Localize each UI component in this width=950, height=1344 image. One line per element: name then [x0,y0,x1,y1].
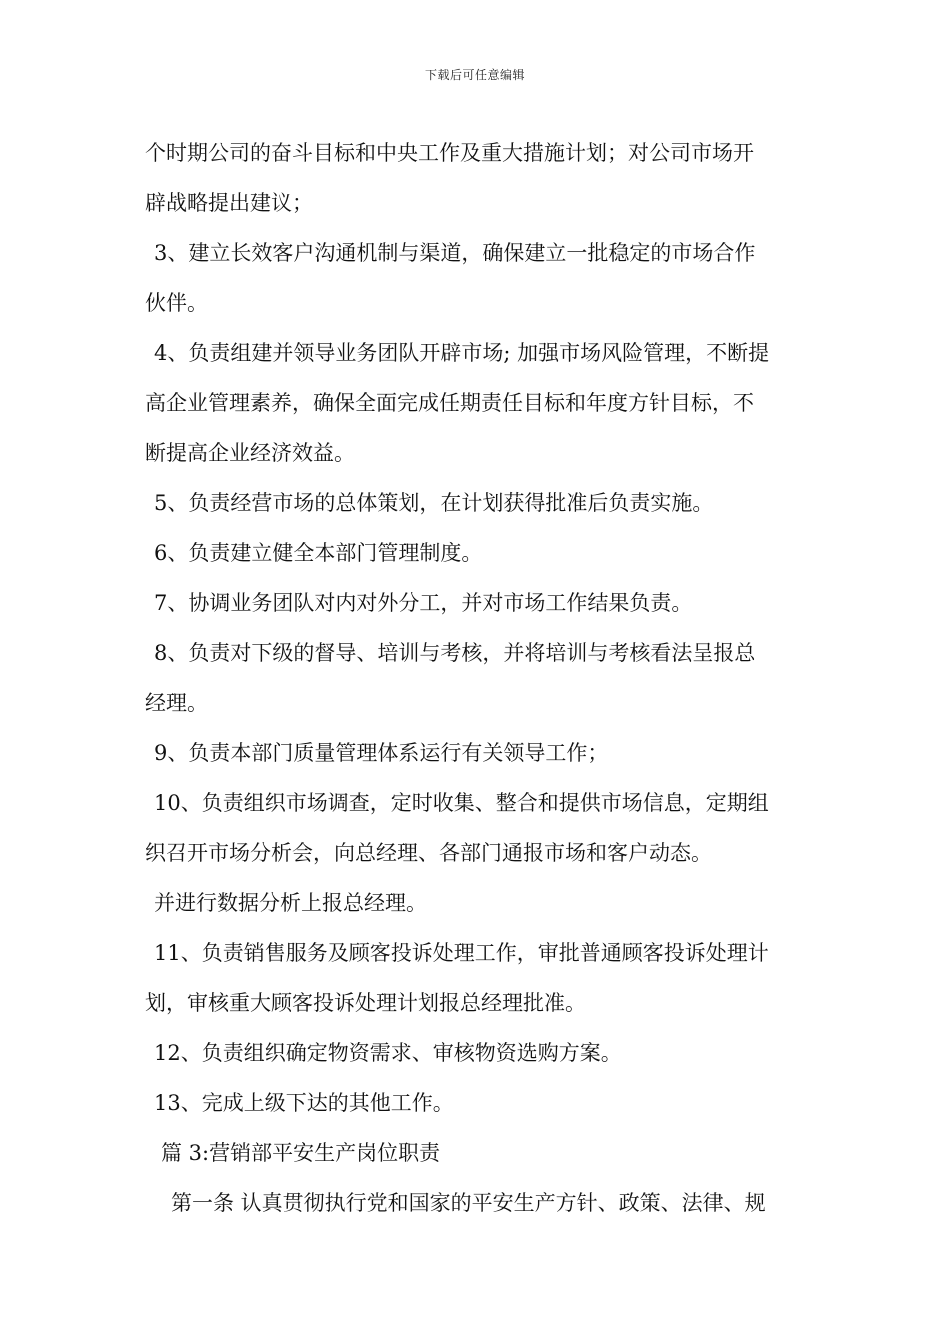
body-line: 织召开市场分析会，向总经理、各部门通报市场和客户动态。 [145,841,712,865]
list-item-10: 10、负责组织市场调查，定时收集、整合和提供市场信息，定期组 [154,791,769,815]
body-line: 划，审核重大顾客投诉处理计划报总经理批准。 [145,991,586,1015]
article-1: 第一条 认真贯彻执行党和国家的平安生产方针、政策、法律、规 [171,1191,766,1215]
list-item-7: 7、协调业务团队对内对外分工，并对市场工作结果负责。 [154,591,693,615]
body-line: 断提高企业经济效益。 [145,441,355,465]
list-item-3: 3、建立长效客户沟通机制与渠道，确保建立一批稳定的市场合作 [154,241,756,265]
body-line: 伙伴。 [145,291,208,315]
list-item-11: 11、负责销售服务及顾客投诉处理工作，审批普通顾客投诉处理计 [154,941,769,965]
list-item-12: 12、负责组织确定物资需求、审核物资选购方案。 [154,1041,622,1065]
body-line: 并进行数据分析上报总经理。 [154,891,427,915]
document-body [145,128,810,1228]
list-item-9: 9、负责本部门质量管理体系运行有关领导工作； [154,741,609,765]
list-item-4: 4、负责组建并领导业务团队开辟市场; 加强市场风险管理，不断提 [154,341,770,365]
list-item-8: 8、负责对下级的督导、培训与考核，并将培训与考核看法呈报总 [154,641,756,665]
list-item-13: 13、完成上级下达的其他工作。 [154,1091,454,1115]
body-line: 辟战略提出建议； [145,191,313,215]
list-item-5: 5、负责经营市场的总体策划，在计划获得批准后负责实施。 [154,491,714,515]
page-header: 下载后可任意编辑 [424,68,525,82]
section-heading: 篇 3:营销部平安生产岗位职责 [161,1141,441,1165]
body-line: 个时期公司的奋斗目标和中央工作及重大措施计划；对公司市场开 [145,141,754,165]
body-line: 高企业管理素养，确保全面完成任期责任目标和年度方针目标，不 [145,391,754,415]
list-item-6: 6、负责建立健全本部门管理制度。 [154,541,483,565]
body-line: 经理。 [145,691,208,715]
